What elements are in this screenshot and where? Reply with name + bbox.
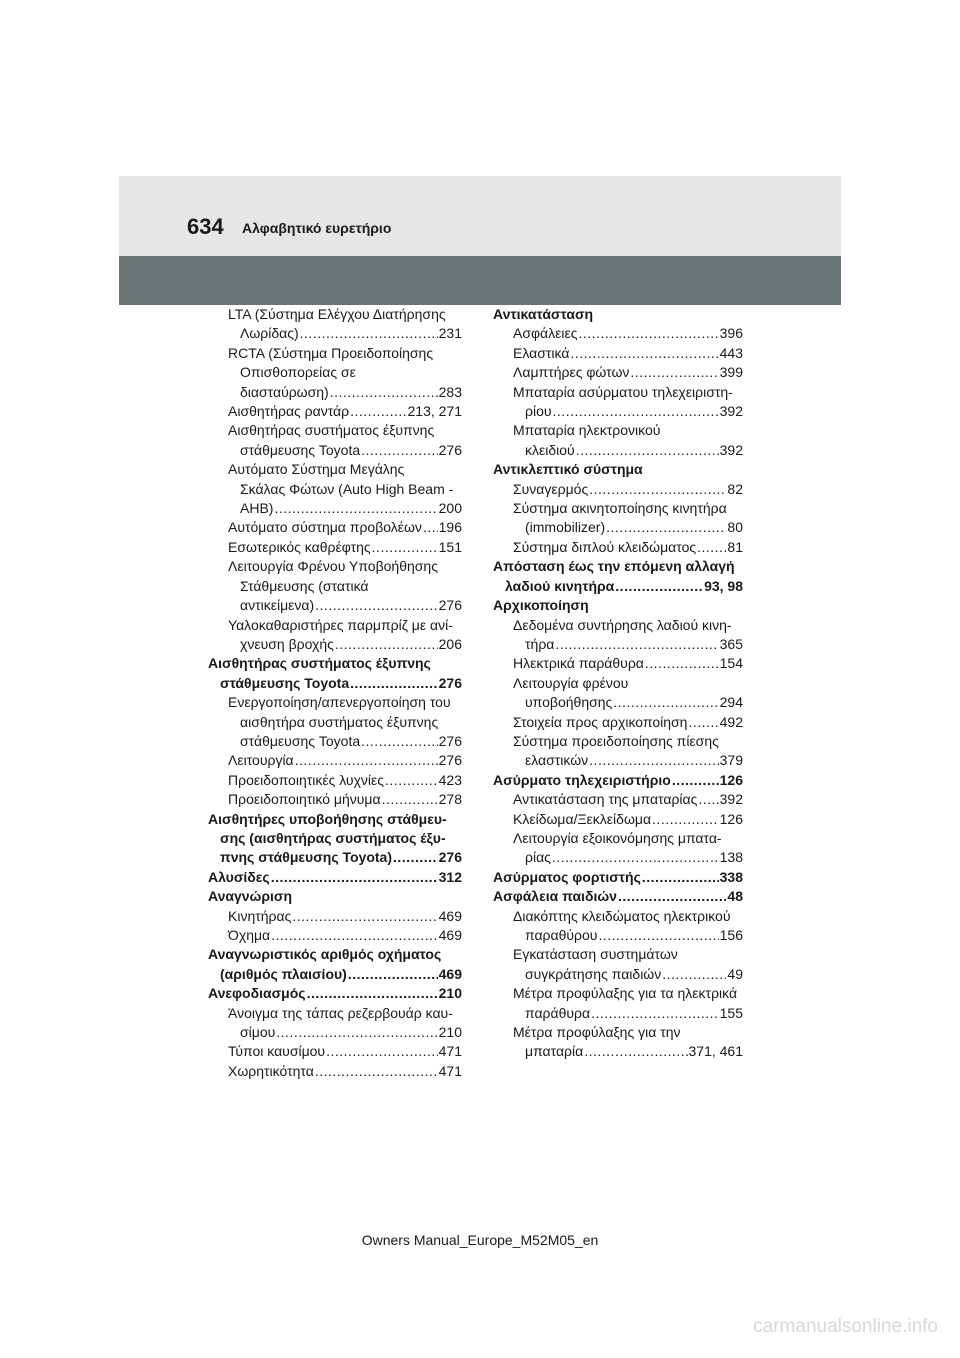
header-dark-bar xyxy=(119,256,841,305)
entry-text: LTA (Σύστημα Ελέγχου Διατήρησης xyxy=(228,306,446,322)
index-entry xyxy=(493,713,743,732)
page-reference: 392 xyxy=(719,441,743,458)
page-reference: 276 xyxy=(438,597,462,614)
dot-leader xyxy=(662,965,726,984)
entry-text: Αρχικοποίηση xyxy=(493,597,589,614)
dot-leader xyxy=(555,635,718,654)
entry-text: στάθμευσης Toyota xyxy=(220,674,350,691)
page-reference: 155 xyxy=(719,1004,743,1021)
page-reference: 392 xyxy=(719,403,743,420)
index-entry xyxy=(208,557,462,615)
entry-text: σης (αισθητήρας συστήματος έξυ- xyxy=(220,829,446,846)
dot-leader xyxy=(606,518,726,537)
dot-leader xyxy=(613,693,718,712)
dot-leader xyxy=(300,324,438,343)
entry-text: Αντικλεπτικό σύστημα xyxy=(493,461,643,478)
page-reference: 294 xyxy=(719,694,743,711)
index-entry xyxy=(208,616,462,655)
index-entry xyxy=(493,383,743,422)
index-entry xyxy=(493,499,743,538)
index-entry xyxy=(493,790,743,809)
dot-leader xyxy=(688,713,718,732)
entry-text: πνης στάθμευσης Toyota) xyxy=(220,849,393,866)
entry-text: (immobilizer) xyxy=(525,519,606,536)
index-entry xyxy=(493,945,743,984)
dot-leader xyxy=(579,324,719,343)
entry-text: μπαταρία xyxy=(525,1043,584,1060)
dot-leader xyxy=(570,344,718,363)
entry-text: Απόσταση έως την επόμενη αλλαγή xyxy=(493,558,735,575)
page-reference: 443 xyxy=(719,344,743,361)
dot-leader xyxy=(335,635,438,654)
index-entry xyxy=(493,829,743,868)
entry-text: Δεδομένα συντήρησης λαδιού κινη- xyxy=(513,616,732,633)
index-entry xyxy=(493,674,743,713)
entry-text: Οπισθοπορείας σε xyxy=(240,364,356,381)
dot-leader xyxy=(276,1023,437,1042)
dot-leader xyxy=(697,538,726,557)
index-entry xyxy=(493,363,743,382)
page-reference: 312 xyxy=(438,868,462,885)
index-heading xyxy=(208,887,462,906)
index-entry xyxy=(208,907,462,926)
header-band xyxy=(119,176,841,256)
entry-text: Μέτρα προφύλαξης για την xyxy=(513,1024,681,1041)
entry-text: Αντικατάσταση της μπαταρίας xyxy=(513,791,698,808)
page-reference: 93, 98 xyxy=(704,577,743,594)
dot-leader xyxy=(591,1004,719,1023)
dot-leader xyxy=(274,499,437,518)
page-reference: 492 xyxy=(719,713,743,730)
entry-text: Λειτουργία Φρένου Υποβοήθησης xyxy=(228,558,438,575)
entry-text: Ηλεκτρικά παράθυρα xyxy=(513,655,644,672)
index-entry xyxy=(493,732,743,771)
index-heading xyxy=(208,810,462,868)
dot-leader xyxy=(576,441,719,460)
entry-text: Κινητήρας xyxy=(228,907,292,924)
dot-leader xyxy=(350,402,406,421)
entry-text: λαδιού κινητήρα xyxy=(505,577,615,594)
index-entry xyxy=(208,421,462,460)
index-column-right xyxy=(493,305,743,1062)
entry-text: Υαλοκαθαριστήρες παρμπρίζ με ανί- xyxy=(228,616,453,633)
index-entry xyxy=(493,344,743,363)
entry-text: Συναγερμός xyxy=(513,480,589,497)
page-reference: 49 xyxy=(727,965,743,982)
index-entry xyxy=(208,1042,462,1061)
dot-leader xyxy=(330,383,438,402)
page-reference: 276 xyxy=(438,732,462,749)
dot-leader xyxy=(642,868,719,887)
index-heading xyxy=(493,868,743,887)
entry-text: Μέτρα προφύλαξης για τα ηλεκτρικά xyxy=(513,985,738,1002)
entry-text: (αριθμός πλαισίου) xyxy=(220,965,347,982)
index-entry xyxy=(208,693,462,751)
entry-text: αισθητήρα συστήματος έξυπνης xyxy=(240,713,439,730)
entry-text: διασταύρωση) xyxy=(240,383,329,400)
index-entry xyxy=(208,1004,462,1043)
page-reference: 156 xyxy=(719,927,743,943)
page-reference: 471 xyxy=(438,1043,462,1060)
page-number: 634 xyxy=(187,214,224,239)
index-heading xyxy=(208,984,462,1003)
page-reference: 81 xyxy=(727,538,743,555)
entry-text: Ασύρματο τηλεχειριστήριο xyxy=(493,771,671,788)
dot-leader xyxy=(698,790,718,809)
entry-text: Αναγνώριση xyxy=(208,888,293,905)
index-heading xyxy=(208,945,462,984)
watermark: carmanualsonline.info xyxy=(753,1316,938,1337)
entry-text: Χωρητικότητα xyxy=(228,1062,314,1079)
dot-leader xyxy=(552,848,719,867)
page-title: Αλφαβητικό ευρετήριο xyxy=(242,220,392,236)
page-reference: 276 xyxy=(438,674,462,691)
index-entry xyxy=(208,305,462,344)
index-entry xyxy=(493,480,743,499)
entry-text: Σύστημα ακινητοποίησης κινητήρα xyxy=(513,500,727,517)
entry-text: Εγκατάσταση συστημάτων xyxy=(513,946,678,963)
index-entry xyxy=(208,402,462,421)
entry-text: AHB) xyxy=(240,500,274,517)
dot-leader xyxy=(385,771,438,790)
index-heading xyxy=(493,460,743,479)
index-entry xyxy=(208,1062,462,1081)
index-heading xyxy=(493,771,743,790)
page-reference: 278 xyxy=(438,791,462,808)
index-heading xyxy=(493,557,743,596)
dot-leader xyxy=(589,751,718,770)
entry-text: Σύστημα διπλού κλειδώματος xyxy=(513,538,697,555)
entry-text: ελαστικών xyxy=(525,752,589,769)
entry-text: Εσωτερικός καθρέφτης xyxy=(228,538,371,555)
dot-leader xyxy=(652,810,719,829)
index-heading xyxy=(208,868,462,887)
entry-text: Λειτουργία εξοικονόμησης μπατα- xyxy=(513,829,722,846)
index-entry xyxy=(493,654,743,673)
page-reference: 48 xyxy=(727,888,743,905)
page-reference: 371, 461 xyxy=(688,1043,743,1060)
page-reference: 276 xyxy=(438,441,462,458)
index-entry xyxy=(493,324,743,343)
page-reference: 471 xyxy=(438,1062,462,1079)
entry-text: Αισθητήρες υποβοήθησης στάθμευ- xyxy=(208,810,447,827)
dot-leader xyxy=(630,363,718,382)
index-entry xyxy=(208,538,462,557)
dot-leader xyxy=(315,1062,438,1081)
entry-text: RCTA (Σύστημα Προειδοποίησης xyxy=(228,344,434,361)
index-entry xyxy=(208,771,462,790)
page-reference: 231 xyxy=(438,325,462,342)
page-reference: 379 xyxy=(719,752,743,769)
entry-text: Κλείδωμα/Ξεκλείδωμα xyxy=(513,810,652,827)
index-entry xyxy=(493,810,743,829)
page-reference: 392 xyxy=(719,791,743,808)
entry-text: υποβοήθησης xyxy=(525,694,613,711)
index-entry xyxy=(208,751,462,770)
entry-text: χνευση βροχής xyxy=(240,635,334,652)
page-reference: 80 xyxy=(727,519,743,536)
page-reference: 283 xyxy=(438,383,462,400)
entry-text: Προειδοποιητικές λυχνίες xyxy=(228,771,385,788)
dot-leader xyxy=(271,868,438,887)
page-reference: 396 xyxy=(719,325,743,342)
entry-text: παράθυρα xyxy=(525,1004,591,1021)
index-entry xyxy=(493,421,743,460)
entry-text: Άνοιγμα της τάπας ρεζερβουάρ καυ- xyxy=(228,1004,453,1021)
index-column-left xyxy=(208,305,462,1081)
entry-text: σίμου xyxy=(240,1024,276,1041)
page-reference: 276 xyxy=(438,849,462,866)
dot-leader xyxy=(382,790,438,809)
index-entry xyxy=(208,344,462,402)
dot-leader xyxy=(598,926,718,945)
dot-leader xyxy=(553,402,719,421)
dot-leader xyxy=(348,965,438,984)
entry-text: Ελαστικά xyxy=(513,344,570,361)
entry-text: Λωρίδας) xyxy=(240,325,299,342)
index-heading xyxy=(493,887,743,906)
entry-text: Μπαταρία ασύρματου τηλεχειριστη- xyxy=(513,383,733,400)
dot-leader xyxy=(315,596,437,615)
entry-text: ρίου xyxy=(525,403,552,420)
dot-leader xyxy=(295,751,438,770)
dot-leader xyxy=(618,887,726,906)
dot-leader xyxy=(292,907,437,926)
dot-leader xyxy=(589,480,726,499)
page-reference: 210 xyxy=(438,1024,462,1041)
index-heading xyxy=(493,596,743,615)
entry-text: Αισθητήρας ραντάρ xyxy=(228,403,350,420)
entry-text: αντικείμενα) xyxy=(240,597,315,614)
dot-leader xyxy=(361,441,438,460)
page-reference: 276 xyxy=(438,752,462,769)
footer-text: Owners Manual_Europe_M52M05_en xyxy=(361,1232,599,1248)
entry-text: συγκράτησης παιδιών xyxy=(525,965,662,982)
index-entry xyxy=(493,538,743,557)
page-reference: 213, 271 xyxy=(407,403,462,420)
dot-leader xyxy=(326,1042,438,1061)
index-entry xyxy=(208,460,462,518)
entry-text: Αισθητήρας συστήματος έξυπνης xyxy=(208,655,431,672)
dot-leader xyxy=(393,848,438,867)
page-reference: 151 xyxy=(438,538,462,555)
entry-text: Προειδοποιητικό μήνυμα xyxy=(228,791,381,808)
entry-text: Ασφάλεια παιδιών xyxy=(493,888,617,905)
dot-leader xyxy=(372,538,438,557)
entry-text: Αισθητήρας συστήματος έξυπνης xyxy=(228,422,435,439)
dot-leader xyxy=(307,984,438,1003)
page-reference: 126 xyxy=(719,810,743,827)
dot-leader xyxy=(645,654,719,673)
page-reference: 469 xyxy=(438,927,462,943)
index-entry xyxy=(208,518,462,537)
dot-leader xyxy=(423,518,438,537)
entry-text: Μπαταρία ηλεκτρονικού xyxy=(513,422,661,439)
entry-text: Αλυσίδες xyxy=(208,868,270,885)
page-reference: 423 xyxy=(438,771,462,788)
index-heading xyxy=(208,654,462,693)
entry-text: Αυτόματο σύστημα προβολέων xyxy=(228,519,422,536)
entry-text: Αντικατάσταση xyxy=(493,306,594,322)
entry-text: Λειτουργία xyxy=(228,752,294,769)
entry-text: Λειτουργία φρένου xyxy=(513,674,629,691)
dot-leader xyxy=(584,1042,687,1061)
entry-text: παραθύρου xyxy=(525,927,598,943)
entry-text: κλειδιού xyxy=(525,441,575,458)
page-reference: 469 xyxy=(438,907,462,924)
entry-text: τήρα xyxy=(525,635,555,652)
index-entry xyxy=(493,616,743,655)
page-reference: 399 xyxy=(719,364,743,381)
index-entry xyxy=(493,907,743,946)
entry-text: στάθμευσης Toyota xyxy=(240,732,361,749)
entry-text: Τύποι καυσίμου xyxy=(228,1043,326,1060)
entry-text: Αναγνωριστικός αριθμός οχήματος xyxy=(208,946,442,963)
page-reference: 338 xyxy=(719,868,743,885)
index-heading xyxy=(493,305,743,324)
entry-text: Σκάλας Φώτων (Auto High Beam - xyxy=(240,480,454,497)
page-reference: 154 xyxy=(719,655,743,672)
entry-text: Ανεφοδιασμός xyxy=(208,985,306,1002)
entry-text: Διακόπτης κλειδώματος ηλεκτρικού xyxy=(513,907,731,924)
dot-leader xyxy=(615,577,703,596)
dot-leader xyxy=(672,771,719,790)
index-entry xyxy=(493,1023,743,1062)
page-reference: 138 xyxy=(719,849,743,866)
entry-text: Στάθμευσης (στατικά xyxy=(240,577,369,594)
dot-leader xyxy=(350,674,438,693)
entry-text: Στοιχεία προς αρχικοποίηση xyxy=(513,713,688,730)
entry-text: στάθμευσης Toyota xyxy=(240,441,361,458)
dot-leader xyxy=(271,926,438,945)
entry-text: Αυτόματο Σύστημα Μεγάλης xyxy=(228,461,405,478)
entry-text: Σύστημα προειδοποίησης πίεσης xyxy=(513,732,719,749)
entry-text: Ενεργοποίηση/απενεργοποίηση του xyxy=(228,694,451,711)
page-reference: 126 xyxy=(719,771,743,788)
entry-text: Όχημα xyxy=(228,927,271,943)
dot-leader xyxy=(361,732,438,751)
entry-text: Λαμπτήρες φώτων xyxy=(513,364,630,381)
page-reference: 200 xyxy=(438,500,462,517)
page-reference: 469 xyxy=(438,965,462,982)
index-entry xyxy=(208,790,462,809)
index-entry xyxy=(208,926,462,945)
entry-text: Ασύρματος φορτιστής xyxy=(493,868,641,885)
entry-text: Ασφάλειες xyxy=(513,325,578,342)
page-reference: 82 xyxy=(727,480,743,497)
page-reference: 196 xyxy=(438,519,462,536)
index-entry xyxy=(493,984,743,1023)
page-reference: 210 xyxy=(438,985,462,1002)
entry-text: ρίας xyxy=(525,849,551,866)
page-reference: 365 xyxy=(719,635,743,652)
page-reference: 206 xyxy=(438,635,462,652)
